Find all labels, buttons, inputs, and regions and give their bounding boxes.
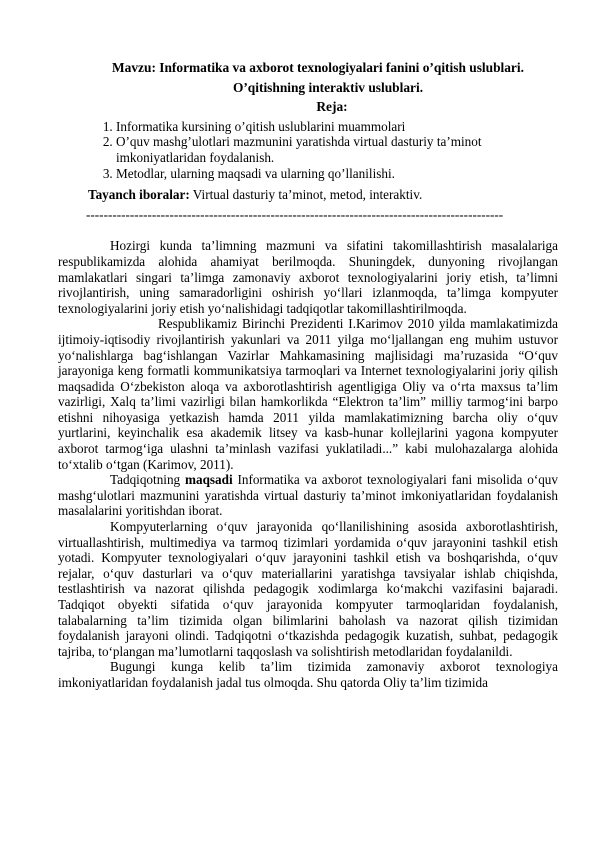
body-paragraph: Bugungi kunga kelib ta’lim tizimida zamonaviy axborot texnologiya imkoniyatlaridan foydalanish jadal tus olmoqda. Shu qatorda Oliy ta’lim tizimida (58, 659, 558, 690)
body-paragraph: Respublikamiz Birinchi Prezidenti I.Karimov 2010 yilda mamlakatimizda ijtimoiy-iqtisodiy rivojlantirish yakunlari va 2011 yilga mo‘ljallangan eng muhim ustuvor yo‘nalishlarga bag‘ishlangan Vazirlar Mahkamasining majlisidagi ma’ruzasida “O‘quv jarayoniga keng formatli kommunikatsiya tarmoqlari va Internet texnologiyalarini joriy qilish maqsadida O‘zbekiston aloqa va axborotlashtirish agentligiga Oliy va o‘rta maxsus ta’lim vazirligi, Xalq ta’limi vazirligi bilan hamkorlikda “Elektron ta’lim” milliy tarmog‘ini barpo etishni nihoyasiga yetkazish hamda 2011 yilda mamlakatimizning barcha oliy o‘quv yurtlarini, keyinchalik esa akademik litsey va kasb-hunar kollejlarini yagona kompyuter axborot tarmog‘iga ulashni ta’minlash vazifasi yuklatiladi...” kabi mulohazalarga alohida to‘xtalib o‘tgan (Karimov, 2011). (58, 316, 558, 472)
divider-line: ----------------------------------------------------------------------------------------------- (86, 206, 504, 222)
document-subtitle: O’qitishning interaktiv uslublari. (232, 79, 424, 95)
paragraph-text: Tadqiqotning (110, 472, 185, 488)
keywords-label: Tayanch iboralar: (88, 187, 190, 203)
emphasis-term: maqsadi (184, 472, 233, 488)
paragraph-text: Informatika va axborot texnologiyalari fani misolida o‘quv mashg‘ulotlari mazmunini yaratishda virtual dasturiy ta’minot imkoniyatlaridan foydalanish masalalarini yoritishdan iborat. (58, 472, 558, 519)
plan-item: 2. O’quv mashg’ulotlari mazmunini yaratishda virtual dasturiy ta’minot imkoniyatlaridan foydalanish. (116, 134, 556, 165)
plan-item: 1. Informatika kursining o’qitish uslublarini muammolari (116, 119, 556, 135)
plan-heading: Reja: (316, 99, 348, 115)
body-paragraph (58, 472, 558, 519)
body-paragraph: Hozirgi kunda ta’limning mazmuni va sifatini takomillashtirish masalalariga respublikamizda alohida ahamiyat berilmoqda. Shuningdek, dunyoning rivojlangan mamlakatlari singari ta’limga zamonaviy axborot texnologiyalarini joriy etish, ta’limni rivojlantirish, uning samaradorligini oshirish yo‘llari izlanmoqda, ta’limga kompyuter texnologiyalarini joriy etish yo‘nalishidagi tadqiqotlar takomillashtirilmoqda. (58, 238, 558, 316)
keywords-line (88, 187, 556, 203)
document-title: Mavzu: Informatika va axborot texnologiyalari fanini o’qitish uslublari. (112, 60, 524, 75)
plan-list (88, 119, 556, 181)
body-paragraph: Kompyuterlarning o‘quv jarayonida qo‘llanilishining asosida axborotlashtirish, virtuallashtirish, multimediya va tarmoq tizimlari yordamida o‘quv jarayonini tashkil etish yotadi. Kompyuter texnologiyalari o‘quv jarayonini tashkil etish va boshqarishda, o‘quv rejalar, o‘quv dasturlari va o‘quv materiallarini yaratishga tavsiyalar ishlab chiqishda, testlashtirish va nazorat qilishda pedagogik xodimlarga ko‘makchi vazifasini bajaradi. Tadqiqot obyekti sifatida o‘quv jarayonida kompyuter tarmoqlaridan foydalanish, talabalarning ta’lim tizimida olgan bilimlarini baholash va nazorat qilish tizimidan foydalanish jarayoni olindi. Tadqiqotni o‘tkazishda pedagogik kuzatish, suhbat, pedagogik tajriba, to‘plangan ma’lumotlarni taqqoslash va solishtirish metodlaridan foydalanildi. (58, 519, 558, 659)
plan-item: 3. Metodlar, ularning maqsadi va ularning qo’llanilishi. (116, 166, 556, 182)
body-text (58, 238, 558, 690)
keywords-text: Virtual dasturiy ta’minot, metod, interaktiv. (189, 187, 423, 203)
